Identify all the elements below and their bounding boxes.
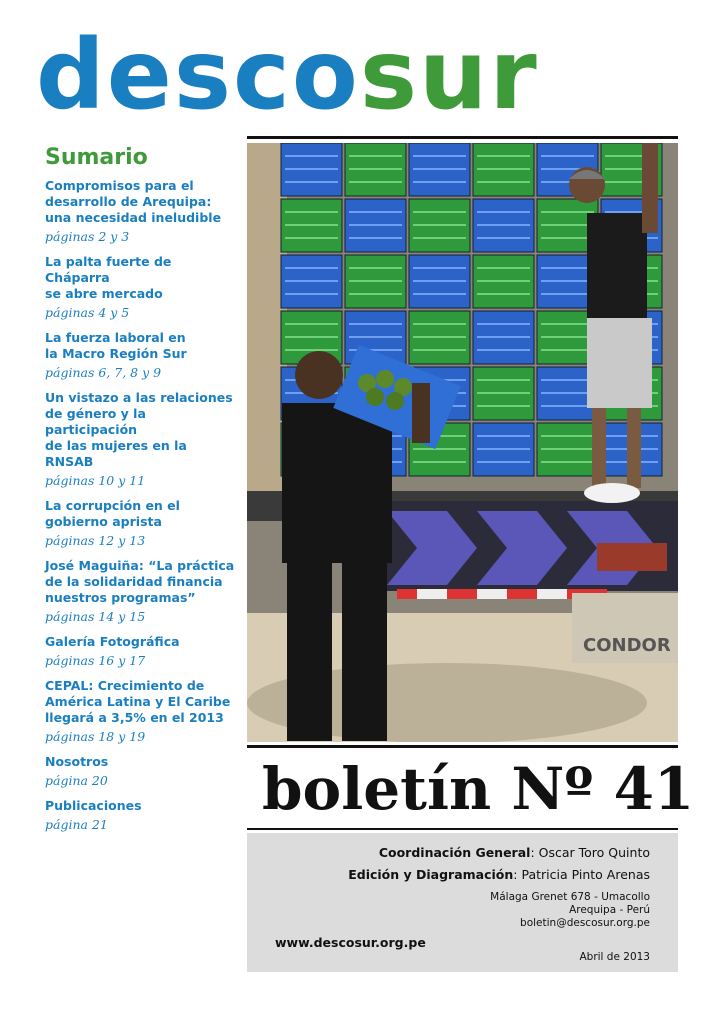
logo-sur: sur	[359, 19, 539, 131]
issue-date: Abril de 2013	[579, 951, 650, 963]
top-rule	[247, 136, 678, 139]
toc-item-title: Compromisos para el desarrollo de Arequipa: una necesidad ineludible	[45, 178, 222, 225]
toc-item-pages: páginas 16 y 17	[45, 653, 146, 668]
toc-item[interactable]	[45, 678, 235, 745]
edit-label: Edición y Diagramación	[348, 867, 514, 882]
toc-item-title: Publicaciones	[45, 798, 142, 813]
toc-item-pages: páginas 4 y 5	[45, 305, 130, 320]
toc-item-pages: páginas 10 y 11	[45, 473, 146, 488]
toc-item[interactable]	[45, 498, 235, 549]
avocado-truck-photo	[247, 143, 678, 742]
toc-item-pages: página 21	[45, 817, 108, 832]
table-of-contents	[45, 145, 235, 842]
middle-rule	[247, 745, 678, 748]
toc-item-title: La corrupción en el gobierno aprista	[45, 498, 180, 529]
bottom-rule	[247, 828, 678, 830]
toc-item-pages: páginas 12 y 13	[45, 533, 146, 548]
credits-box	[247, 833, 678, 972]
sumario-heading: Sumario	[45, 145, 148, 170]
toc-item[interactable]	[45, 798, 235, 833]
toc-item-title: La palta fuerte de Cháparra se abre mercado	[45, 254, 172, 301]
toc-item[interactable]	[45, 558, 235, 625]
toc-item-pages: página 20	[45, 773, 108, 788]
toc-list	[45, 178, 235, 833]
toc-item-pages: páginas 6, 7, 8 y 9	[45, 365, 162, 380]
address-line-2: Arequipa - Perú	[569, 904, 650, 916]
toc-item-title: Galería Fotográfica	[45, 634, 180, 649]
edit-name: Patricia Pinto Arenas	[521, 867, 650, 882]
toc-item-pages: páginas 14 y 15	[45, 609, 146, 624]
toc-item-title: Nosotros	[45, 754, 109, 769]
website-link[interactable]: www.descosur.org.pe	[275, 935, 426, 950]
toc-item-title: La fuerza laboral en la Macro Región Sur	[45, 330, 187, 361]
coord-label: Coordinación General	[378, 845, 531, 860]
toc-item-title: CEPAL: Crecimiento de América Latina y El Caribe llegará a 3,5% en el 2013	[45, 678, 231, 725]
address-line-1: Málaga Grenet 678 - Umacollo	[490, 891, 650, 903]
toc-item[interactable]	[45, 254, 235, 321]
coordination-line: Coordinación General: Oscar Toro Quinto	[378, 845, 650, 860]
issue-title: boletín Nº 41	[262, 755, 695, 823]
edition-line: Edición y Diagramación: Patricia Pinto Arenas	[348, 867, 650, 882]
condor-sign: CONDOR	[583, 635, 671, 656]
toc-item-pages: páginas 18 y 19	[45, 729, 146, 744]
cover-photo	[247, 143, 678, 742]
logo-desco: desco	[36, 19, 360, 131]
toc-item[interactable]	[45, 330, 235, 381]
toc-item-title: José Maguiña: “La práctica de la solidaridad financia nuestros programas”	[45, 558, 235, 605]
toc-item-pages: páginas 2 y 3	[45, 229, 130, 244]
toc-item-title: Un vistazo a las relaciones de género y la participación de las mujeres en la RNSAB	[45, 390, 233, 469]
coord-name: Oscar Toro Quinto	[538, 845, 650, 860]
email-link[interactable]: boletin@descosur.org.pe	[520, 917, 650, 929]
masthead-logo	[36, 19, 696, 131]
toc-item[interactable]	[45, 754, 235, 789]
toc-item[interactable]	[45, 390, 235, 489]
toc-item[interactable]	[45, 178, 235, 245]
toc-item[interactable]	[45, 634, 235, 669]
